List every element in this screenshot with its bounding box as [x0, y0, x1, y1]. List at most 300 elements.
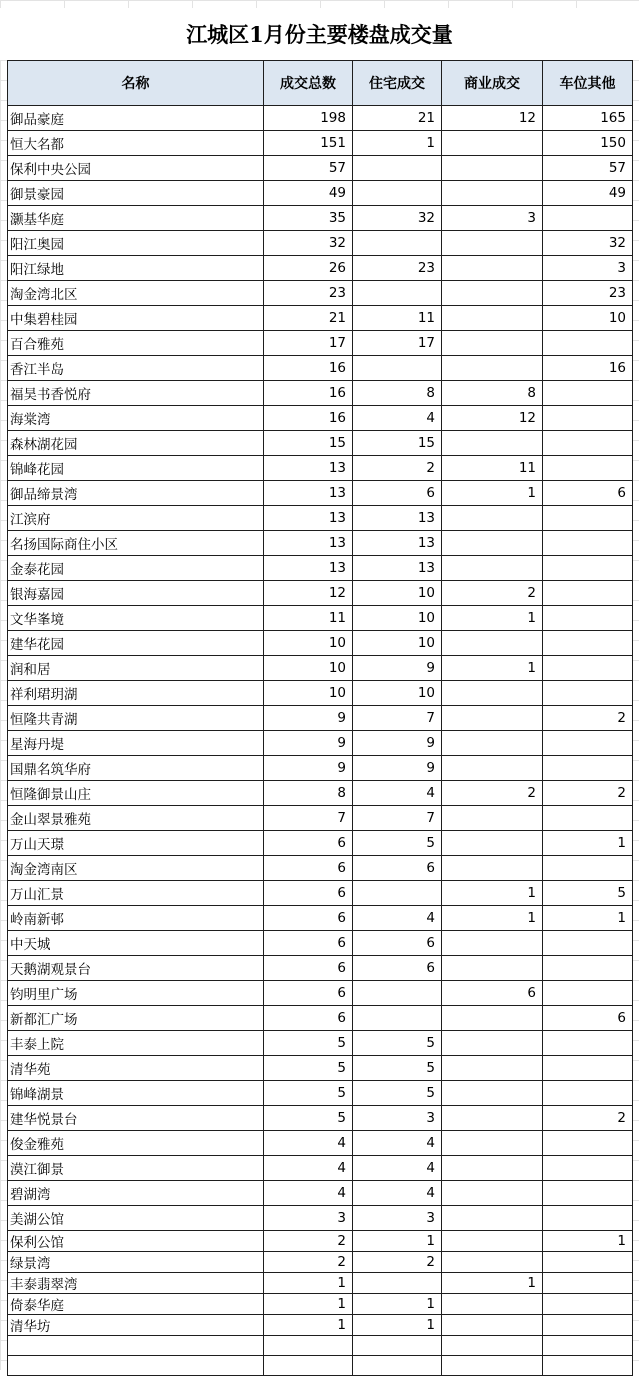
header-row	[8, 61, 633, 106]
table-row	[8, 1106, 633, 1131]
cell-parking-other[interactable]: 5	[543, 881, 633, 906]
cell-residential[interactable]: 4	[353, 906, 442, 931]
table-row	[8, 1006, 633, 1031]
cell-parking-other[interactable]	[543, 206, 633, 231]
cell-commercial[interactable]	[442, 556, 543, 581]
column-header-parking-other[interactable]: 车位其他	[543, 61, 633, 106]
cell-total[interactable]: 1	[264, 1294, 353, 1315]
cell-name[interactable]: 建华花园	[8, 631, 264, 656]
table-row	[8, 756, 633, 781]
cell-name[interactable]: 倚泰华庭	[8, 1294, 264, 1315]
cell-parking-other[interactable]	[543, 1273, 633, 1294]
cell-name[interactable]: 建华悦景台	[8, 1106, 264, 1131]
table-row	[8, 481, 633, 506]
cell-name[interactable]: 万山汇景	[8, 881, 264, 906]
cell-commercial[interactable]	[442, 181, 543, 206]
cell-parking-other[interactable]	[543, 1031, 633, 1056]
empty-cell[interactable]	[8, 1356, 264, 1376]
sales-table	[7, 60, 633, 1376]
cell-commercial[interactable]	[442, 806, 543, 831]
cell-residential[interactable]: 5	[353, 1081, 442, 1106]
table-row	[8, 506, 633, 531]
cell-name[interactable]: 淘金湾北区	[8, 281, 264, 306]
cell-commercial[interactable]: 1	[442, 1273, 543, 1294]
cell-commercial[interactable]	[442, 256, 543, 281]
table-row	[8, 1131, 633, 1156]
empty-cell[interactable]	[442, 1336, 543, 1356]
cell-parking-other[interactable]	[543, 1181, 633, 1206]
cell-commercial[interactable]	[442, 1131, 543, 1156]
cell-parking-other[interactable]	[543, 1252, 633, 1273]
cell-commercial[interactable]: 3	[442, 206, 543, 231]
cell-residential[interactable]: 5	[353, 1056, 442, 1081]
cell-parking-other[interactable]	[543, 931, 633, 956]
cell-residential[interactable]: 5	[353, 1031, 442, 1056]
cell-name[interactable]: 江滨府	[8, 506, 264, 531]
table-row	[8, 1231, 633, 1252]
column-header-name[interactable]: 名称	[8, 61, 264, 106]
table-row	[8, 731, 633, 756]
table-row	[8, 106, 633, 131]
table-row	[8, 931, 633, 956]
cell-name[interactable]: 保利中央公园	[8, 156, 264, 181]
cell-commercial[interactable]: 1	[442, 881, 543, 906]
cell-total[interactable]: 6	[264, 931, 353, 956]
empty-cell[interactable]	[264, 1336, 353, 1356]
column-header-commercial[interactable]: 商业成交	[442, 61, 543, 106]
cell-total[interactable]: 21	[264, 306, 353, 331]
column-header-total[interactable]: 成交总数	[264, 61, 353, 106]
cell-total[interactable]: 17	[264, 331, 353, 356]
cell-commercial[interactable]	[442, 1081, 543, 1106]
cell-parking-other[interactable]	[543, 381, 633, 406]
cell-name[interactable]: 美湖公馆	[8, 1206, 264, 1231]
cell-residential[interactable]: 6	[353, 956, 442, 981]
cell-parking-other[interactable]	[543, 1156, 633, 1181]
cell-commercial[interactable]	[442, 531, 543, 556]
table-row	[8, 706, 633, 731]
cell-total[interactable]: 6	[264, 856, 353, 881]
cell-commercial[interactable]	[442, 1006, 543, 1031]
cell-residential[interactable]: 3	[353, 1206, 442, 1231]
cell-commercial[interactable]	[442, 1106, 543, 1131]
cell-parking-other[interactable]: 49	[543, 181, 633, 206]
cell-residential[interactable]: 1	[353, 1315, 442, 1336]
cell-commercial[interactable]	[442, 1252, 543, 1273]
cell-total[interactable]: 32	[264, 231, 353, 256]
table-row	[8, 1181, 633, 1206]
cell-name[interactable]: 恒隆御景山庄	[8, 781, 264, 806]
cell-name[interactable]: 金泰花园	[8, 556, 264, 581]
cell-parking-other[interactable]: 6	[543, 1006, 633, 1031]
cell-residential[interactable]: 10	[353, 631, 442, 656]
cell-name[interactable]: 森林湖花园	[8, 431, 264, 456]
cell-parking-other[interactable]	[543, 456, 633, 481]
cell-name[interactable]: 锦峰花园	[8, 456, 264, 481]
cell-residential[interactable]: 8	[353, 381, 442, 406]
cell-parking-other[interactable]	[543, 506, 633, 531]
cell-residential[interactable]: 6	[353, 856, 442, 881]
column-header-residential[interactable]: 住宅成交	[353, 61, 442, 106]
cell-commercial[interactable]	[442, 1181, 543, 1206]
page-title: 江城区1月份主要楼盘成交量	[0, 8, 639, 60]
cell-residential[interactable]: 2	[353, 456, 442, 481]
cell-commercial[interactable]: 1	[442, 656, 543, 681]
empty-cell[interactable]	[543, 1356, 633, 1376]
cell-parking-other[interactable]: 6	[543, 481, 633, 506]
cell-total[interactable]: 7	[264, 806, 353, 831]
cell-name[interactable]: 俊金雅苑	[8, 1131, 264, 1156]
cell-total[interactable]: 6	[264, 1006, 353, 1031]
cell-name[interactable]: 润和居	[8, 656, 264, 681]
cell-parking-other[interactable]	[543, 1315, 633, 1336]
cell-name[interactable]: 锦峰湖景	[8, 1081, 264, 1106]
cell-parking-other[interactable]	[543, 806, 633, 831]
cell-name[interactable]: 淘金湾南区	[8, 856, 264, 881]
cell-parking-other[interactable]: 165	[543, 106, 633, 131]
cell-commercial[interactable]: 6	[442, 981, 543, 1006]
cell-total[interactable]: 6	[264, 831, 353, 856]
cell-residential[interactable]: 4	[353, 1181, 442, 1206]
empty-cell[interactable]	[442, 1356, 543, 1376]
table-row	[8, 581, 633, 606]
cell-commercial[interactable]: 2	[442, 581, 543, 606]
cell-residential[interactable]: 10	[353, 606, 442, 631]
cell-name[interactable]: 星海丹堤	[8, 731, 264, 756]
cell-total[interactable]: 16	[264, 356, 353, 381]
cell-commercial[interactable]	[442, 631, 543, 656]
cell-commercial[interactable]	[442, 231, 543, 256]
table-row	[8, 356, 633, 381]
cell-parking-other[interactable]	[543, 731, 633, 756]
cell-name[interactable]: 香江半岛	[8, 356, 264, 381]
table-row	[8, 531, 633, 556]
cell-residential[interactable]: 13	[353, 506, 442, 531]
table-row	[8, 1031, 633, 1056]
cell-total[interactable]: 13	[264, 456, 353, 481]
cell-commercial[interactable]	[442, 1056, 543, 1081]
cell-parking-other[interactable]	[543, 981, 633, 1006]
cell-total[interactable]: 9	[264, 756, 353, 781]
cell-commercial[interactable]	[442, 281, 543, 306]
cell-total[interactable]: 13	[264, 506, 353, 531]
cell-total[interactable]: 11	[264, 606, 353, 631]
cell-total[interactable]: 6	[264, 981, 353, 1006]
cell-commercial[interactable]	[442, 1206, 543, 1231]
cell-residential[interactable]	[353, 356, 442, 381]
cell-total[interactable]: 10	[264, 681, 353, 706]
cell-residential[interactable]: 10	[353, 581, 442, 606]
cell-parking-other[interactable]	[543, 1294, 633, 1315]
cell-residential[interactable]: 32	[353, 206, 442, 231]
cell-residential[interactable]: 10	[353, 681, 442, 706]
cell-parking-other[interactable]	[543, 631, 633, 656]
cell-name[interactable]: 保利公馆	[8, 1231, 264, 1252]
cell-residential[interactable]: 7	[353, 806, 442, 831]
cell-residential[interactable]	[353, 231, 442, 256]
cell-name[interactable]: 钧明里广场	[8, 981, 264, 1006]
cell-name[interactable]: 阳江绿地	[8, 256, 264, 281]
cell-commercial[interactable]	[442, 831, 543, 856]
cell-parking-other[interactable]	[543, 606, 633, 631]
cell-total[interactable]: 3	[264, 1206, 353, 1231]
cell-total[interactable]: 6	[264, 956, 353, 981]
cell-total[interactable]: 1	[264, 1315, 353, 1336]
cell-name[interactable]: 恒大名都	[8, 131, 264, 156]
cell-name[interactable]: 清华苑	[8, 1056, 264, 1081]
cell-total[interactable]: 9	[264, 731, 353, 756]
table-row	[8, 256, 633, 281]
cell-total[interactable]: 5	[264, 1106, 353, 1131]
cell-residential[interactable]	[353, 881, 442, 906]
cell-commercial[interactable]	[442, 331, 543, 356]
cell-name[interactable]: 漠江御景	[8, 1156, 264, 1181]
cell-parking-other[interactable]	[543, 1131, 633, 1156]
table-row	[8, 281, 633, 306]
cell-name[interactable]: 中天城	[8, 931, 264, 956]
empty-cell[interactable]	[543, 1336, 633, 1356]
cell-name[interactable]: 岭南新邨	[8, 906, 264, 931]
cell-residential[interactable]: 1	[353, 1294, 442, 1315]
cell-total[interactable]: 57	[264, 156, 353, 181]
cell-total[interactable]: 23	[264, 281, 353, 306]
cell-total[interactable]: 35	[264, 206, 353, 231]
cell-commercial[interactable]	[442, 506, 543, 531]
cell-name[interactable]: 海棠湾	[8, 406, 264, 431]
cell-parking-other[interactable]: 2	[543, 1106, 633, 1131]
cell-residential[interactable]: 17	[353, 331, 442, 356]
cell-residential[interactable]	[353, 981, 442, 1006]
cell-name[interactable]: 福昊书香悦府	[8, 381, 264, 406]
cell-parking-other[interactable]: 10	[543, 306, 633, 331]
cell-commercial[interactable]	[442, 1294, 543, 1315]
cell-parking-other[interactable]	[543, 656, 633, 681]
cell-name[interactable]: 御品豪庭	[8, 106, 264, 131]
cell-commercial[interactable]	[442, 306, 543, 331]
cell-total[interactable]: 4	[264, 1156, 353, 1181]
cell-name[interactable]: 灏基华庭	[8, 206, 264, 231]
cell-parking-other[interactable]: 1	[543, 1231, 633, 1252]
cell-total[interactable]: 6	[264, 881, 353, 906]
cell-residential[interactable]	[353, 181, 442, 206]
cell-commercial[interactable]	[442, 1231, 543, 1252]
cell-parking-other[interactable]	[543, 956, 633, 981]
cell-commercial[interactable]: 12	[442, 406, 543, 431]
cell-parking-other[interactable]	[543, 581, 633, 606]
cell-total[interactable]: 6	[264, 906, 353, 931]
cell-commercial[interactable]: 8	[442, 381, 543, 406]
cell-residential[interactable]: 6	[353, 481, 442, 506]
table-row	[8, 981, 633, 1006]
cell-total[interactable]: 198	[264, 106, 353, 131]
cell-parking-other[interactable]	[543, 756, 633, 781]
cell-total[interactable]: 13	[264, 481, 353, 506]
cell-residential[interactable]: 9	[353, 756, 442, 781]
table-row	[8, 431, 633, 456]
cell-residential[interactable]: 23	[353, 256, 442, 281]
cell-parking-other[interactable]: 150	[543, 131, 633, 156]
table-row	[8, 406, 633, 431]
cell-total[interactable]: 151	[264, 131, 353, 156]
cell-commercial[interactable]: 1	[442, 481, 543, 506]
cell-parking-other[interactable]: 57	[543, 156, 633, 181]
cell-name[interactable]: 丰泰翡翠湾	[8, 1273, 264, 1294]
table-row	[8, 606, 633, 631]
cell-commercial[interactable]	[442, 856, 543, 881]
cell-commercial[interactable]	[442, 956, 543, 981]
cell-residential[interactable]	[353, 156, 442, 181]
cell-name[interactable]: 恒隆共青湖	[8, 706, 264, 731]
cell-name[interactable]: 银海嘉园	[8, 581, 264, 606]
cell-name[interactable]: 天鹅湖观景台	[8, 956, 264, 981]
table-row	[8, 956, 633, 981]
cell-residential[interactable]: 11	[353, 306, 442, 331]
cell-total[interactable]: 2	[264, 1252, 353, 1273]
cell-residential[interactable]: 4	[353, 406, 442, 431]
cell-total[interactable]: 5	[264, 1056, 353, 1081]
cell-total[interactable]: 13	[264, 531, 353, 556]
table-row	[8, 656, 633, 681]
cell-residential[interactable]: 3	[353, 1106, 442, 1131]
cell-residential[interactable]: 9	[353, 731, 442, 756]
cell-parking-other[interactable]	[543, 681, 633, 706]
cell-parking-other[interactable]: 16	[543, 356, 633, 381]
cell-commercial[interactable]	[442, 731, 543, 756]
cell-residential[interactable]: 13	[353, 556, 442, 581]
cell-parking-other[interactable]	[543, 856, 633, 881]
cell-commercial[interactable]: 1	[442, 906, 543, 931]
cell-total[interactable]: 8	[264, 781, 353, 806]
cell-total[interactable]: 16	[264, 406, 353, 431]
table-row	[8, 1056, 633, 1081]
cell-total[interactable]: 16	[264, 381, 353, 406]
cell-commercial[interactable]	[442, 131, 543, 156]
cell-commercial[interactable]	[442, 931, 543, 956]
cell-parking-other[interactable]	[543, 406, 633, 431]
cell-name[interactable]: 清华坊	[8, 1315, 264, 1336]
cell-residential[interactable]: 7	[353, 706, 442, 731]
cell-parking-other[interactable]: 2	[543, 781, 633, 806]
cell-parking-other[interactable]	[543, 331, 633, 356]
cell-residential[interactable]: 15	[353, 431, 442, 456]
cell-total[interactable]: 5	[264, 1081, 353, 1106]
cell-parking-other[interactable]	[543, 556, 633, 581]
cell-commercial[interactable]	[442, 681, 543, 706]
cell-name[interactable]: 百合雅苑	[8, 331, 264, 356]
empty-cell[interactable]	[353, 1336, 442, 1356]
cell-total[interactable]: 15	[264, 431, 353, 456]
cell-total[interactable]: 12	[264, 581, 353, 606]
cell-name[interactable]: 万山天璟	[8, 831, 264, 856]
cell-name[interactable]: 文华峯境	[8, 606, 264, 631]
cell-commercial[interactable]	[442, 356, 543, 381]
cell-parking-other[interactable]: 1	[543, 906, 633, 931]
cell-name[interactable]: 阳江奥园	[8, 231, 264, 256]
cell-total[interactable]: 4	[264, 1131, 353, 1156]
table-row	[8, 681, 633, 706]
empty-cell[interactable]	[264, 1356, 353, 1376]
cell-residential[interactable]: 9	[353, 656, 442, 681]
cell-commercial[interactable]	[442, 156, 543, 181]
cell-name[interactable]: 国鼎名筑华府	[8, 756, 264, 781]
cell-commercial[interactable]	[442, 1315, 543, 1336]
cell-name[interactable]: 御景豪园	[8, 181, 264, 206]
table-row	[8, 381, 633, 406]
cell-residential[interactable]	[353, 1006, 442, 1031]
cell-residential[interactable]: 4	[353, 1131, 442, 1156]
cell-total[interactable]: 4	[264, 1181, 353, 1206]
cell-commercial[interactable]: 12	[442, 106, 543, 131]
cell-total[interactable]: 10	[264, 656, 353, 681]
cell-parking-other[interactable]: 32	[543, 231, 633, 256]
cell-total[interactable]: 5	[264, 1031, 353, 1056]
cell-commercial[interactable]	[442, 431, 543, 456]
cell-parking-other[interactable]	[543, 1206, 633, 1231]
cell-total[interactable]: 1	[264, 1273, 353, 1294]
cell-commercial[interactable]: 2	[442, 781, 543, 806]
cell-total[interactable]: 49	[264, 181, 353, 206]
cell-residential[interactable]	[353, 1273, 442, 1294]
cell-name[interactable]: 中集碧桂园	[8, 306, 264, 331]
cell-residential[interactable]: 6	[353, 931, 442, 956]
cell-total[interactable]: 2	[264, 1231, 353, 1252]
cell-total[interactable]: 9	[264, 706, 353, 731]
cell-residential[interactable]: 13	[353, 531, 442, 556]
cell-parking-other[interactable]: 3	[543, 256, 633, 281]
cell-parking-other[interactable]	[543, 1081, 633, 1106]
cell-name[interactable]: 绿景湾	[8, 1252, 264, 1273]
cell-residential[interactable]: 1	[353, 131, 442, 156]
cell-name[interactable]: 丰泰上院	[8, 1031, 264, 1056]
cell-total[interactable]: 26	[264, 256, 353, 281]
cell-residential[interactable]: 21	[353, 106, 442, 131]
cell-parking-other[interactable]	[543, 1056, 633, 1081]
cell-parking-other[interactable]: 23	[543, 281, 633, 306]
cell-commercial[interactable]	[442, 1156, 543, 1181]
cell-name[interactable]: 祥利珺玥湖	[8, 681, 264, 706]
table-row	[8, 1081, 633, 1106]
cell-parking-other[interactable]	[543, 531, 633, 556]
cell-residential[interactable]: 5	[353, 831, 442, 856]
cell-residential[interactable]: 2	[353, 1252, 442, 1273]
cell-commercial[interactable]	[442, 706, 543, 731]
cell-name[interactable]: 御品缔景湾	[8, 481, 264, 506]
cell-total[interactable]: 13	[264, 556, 353, 581]
cell-name[interactable]: 碧湖湾	[8, 1181, 264, 1206]
empty-cell[interactable]	[8, 1336, 264, 1356]
cell-parking-other[interactable]: 1	[543, 831, 633, 856]
cell-commercial[interactable]	[442, 756, 543, 781]
cell-residential[interactable]: 4	[353, 781, 442, 806]
cell-name[interactable]: 名扬国际商住小区	[8, 531, 264, 556]
cell-residential[interactable]: 1	[353, 1231, 442, 1252]
empty-cell[interactable]	[353, 1356, 442, 1376]
cell-name[interactable]: 金山翠景雅苑	[8, 806, 264, 831]
cell-commercial[interactable]	[442, 1031, 543, 1056]
cell-name[interactable]: 新都汇广场	[8, 1006, 264, 1031]
cell-residential[interactable]: 4	[353, 1156, 442, 1181]
cell-residential[interactable]	[353, 281, 442, 306]
cell-commercial[interactable]: 11	[442, 456, 543, 481]
table-row	[8, 906, 633, 931]
cell-parking-other[interactable]	[543, 431, 633, 456]
table-row	[8, 806, 633, 831]
cell-total[interactable]: 10	[264, 631, 353, 656]
cell-parking-other[interactable]: 2	[543, 706, 633, 731]
table-row	[8, 831, 633, 856]
table-body	[8, 106, 633, 1376]
cell-commercial[interactable]: 1	[442, 606, 543, 631]
